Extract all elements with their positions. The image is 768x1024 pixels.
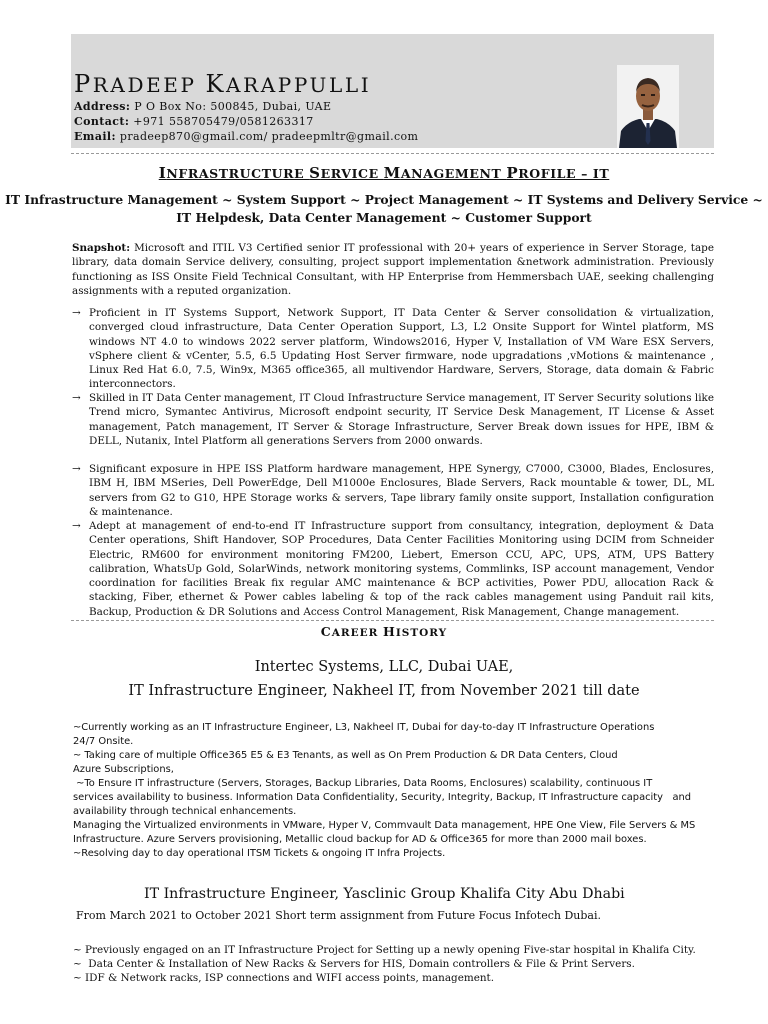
candidate-name: PRADEEP KARAPPULLI xyxy=(74,70,372,98)
detail-line: ~ Previously engaged on an IT Infrastructure Project for Setting up a newly opening Five-star hospital in Khalifa City. xyxy=(73,944,696,956)
job2-details xyxy=(73,943,713,985)
arrow-icon: → xyxy=(72,307,81,319)
detail-line: Infrastructure. Azure Servers provisioning, Metallic cloud backup for AD & Office365 for more than 2000 mail boxes. xyxy=(73,834,647,845)
address-line: Address: P O Box No: 500845, Dubai, UAE xyxy=(74,100,332,113)
detail-line: availability through technical enhancements. xyxy=(73,806,297,817)
profile-bullet: → Significant exposure in HPE ISS Platform hardware management, HPE Synergy, C7000, C3000, Blades, Enclosures, IBM H, IBM MSeries, Dell PowerEdge, Dell M1000e Enclosures, Blade Servers, Rack mountable & tower, DL, ML servers from G2 to G10, HPE Storage works & servers, Tape library family onsite support, Installation configuration & maintenance. xyxy=(72,463,714,518)
snapshot-paragraph: Snapshot: Microsoft and ITIL V3 Certified senior IT professional with 20+ years of experience in Server Storage, tape library, data domain Service delivery, consulting, project support implementation &network administration. Previously functioning as ISS Onsite Field Technical Consultant, with HP Enterprise from Hemmersbach UAE, seeking challenging assignments with a reputed organization. xyxy=(72,242,714,297)
profile-section-title: INFRASTRUCTURE SERVICE MANAGEMENT PROFILE – IT xyxy=(158,164,610,182)
arrow-icon: → xyxy=(72,392,81,404)
resume-header xyxy=(71,34,714,148)
detail-line: ~Currently working as an IT Infrastructure Engineer, L3, Nakheel IT, Dubai for day-to-day IT Infrastructure Operations xyxy=(73,722,655,733)
job1-details xyxy=(73,721,713,861)
career-section-title: CAREER HISTORY xyxy=(320,624,448,639)
career-divider xyxy=(71,620,714,621)
arrow-icon: → xyxy=(72,463,81,475)
portrait-image xyxy=(617,65,679,148)
profile-bullet: → Proficient in IT Systems Support, Network Support, IT Data Center & Server consolidation & virtualization, converged cloud infrastructure, Data Center Operation Support, L3, L2 Onsite Support for Wintel platform, MS windows NT 4.0 to windows 2022 server platform, Windows2016, Hyper V, Installation of VM Ware ESX Servers, vSphere client & vCenter, 5.5, 6.5 Updating Host Server firmware, node upgradations ,vMotions & maintenance , Linux Red Hat 6.0, 7.5, Win9x, M365 office365, all multivendor Hardware, Servers, Storage, data domain & Fabric interconnectors. xyxy=(72,307,714,391)
detail-line: 24/7 Onsite. xyxy=(73,736,134,747)
profile-photo xyxy=(617,65,679,148)
job2-role: IT Infrastructure Engineer, Yasclinic Group Khalifa City Abu Dhabi xyxy=(144,886,625,902)
profile-subtitle-line-1: IT Infrastructure Management ~ System Support ~ Project Management ~ IT Systems and Delivery Service ~ xyxy=(5,192,763,207)
detail-line: ~To Ensure IT infrastructure (Servers, Storages, Backup Libraries, Data Rooms, Enclosures) scalability, continuous IT xyxy=(73,778,653,789)
profile-subtitle-line-2: IT Helpdesk, Data Center Management ~ Customer Support xyxy=(176,210,592,225)
detail-line: Managing the Virtualized environments in VMware, Hyper V, Commvault Data management, HPE One View, File Servers & MS xyxy=(73,820,696,831)
profile-bullet: → Adept at management of end-to-end IT Infrastructure support from consultancy, integration, deployment & Data Center operations, Shift Handover, SOP Procedures, Data Center Facilities Monitoring using DCIM from Schneider Electric, RM600 for environment monitoring FM200, Liebert, Emerson CCU, APC, UPS, ATM, UPS Battery calibration, WhatsUp Gold, SolarWinds, network monitoring systems, Commlinks, ISP account management, Vendor coordination for facilities Break fix regular AMC maintenance & BCP activities, Power PDU, allocation Rack & stacking, Fiber, ethernet & Power cables labeling & top of the rack cables management using Panduit rail kits, Backup, Production & DR Solutions and Access Control Management, Risk Management, Change management. xyxy=(72,520,714,618)
email-line: Email: pradeep870@gmail.com/ pradeepmltr@gmail.com xyxy=(74,130,419,143)
detail-line: ~ Data Center & Installation of New Racks & Servers for HIS, Domain controllers & File & Print Servers. xyxy=(73,958,635,970)
detail-line: Azure Subscriptions, xyxy=(73,764,174,775)
detail-line: ~ IDF & Network racks, ISP connections and WIFI access points, management. xyxy=(73,972,495,984)
contact-line: Contact: +971 558705479/0581263317 xyxy=(74,115,314,128)
header-divider xyxy=(71,153,714,154)
detail-line: services availability to business. Information Data Confidentiality, Security, Integrity, Backup, IT Infrastructure capacity and xyxy=(73,792,692,803)
arrow-icon: → xyxy=(72,520,81,532)
detail-line: ~ Taking care of multiple Office365 E5 & E3 Tenants, as well as On Prem Production & DR Data Centers, Cloud xyxy=(73,750,618,761)
job2-period: From March 2021 to October 2021 Short term assignment from Future Focus Infotech Dubai. xyxy=(76,909,601,922)
job1-role: IT Infrastructure Engineer, Nakheel IT, from November 2021 till date xyxy=(128,683,640,699)
profile-bullet: → Skilled in IT Data Center management, IT Cloud Infrastructure Service management, IT Server Security solutions like Trend micro, Symantec Antivirus, Microsoft endpoint security, IT Service Desk Management, IT License & Asset management, Patch management, IT Server & Storage Infrastructure, Server Break down issues for HPE, IBM & DELL, Nutanix, Intel Platform all generations Servers from 2000 onwards. xyxy=(72,392,714,447)
job1-company: Intertec Systems, LLC, Dubai UAE, xyxy=(254,659,514,675)
detail-line: ~Resolving day to day operational ITSM Tickets & ongoing IT Infra Projects. xyxy=(73,848,446,859)
